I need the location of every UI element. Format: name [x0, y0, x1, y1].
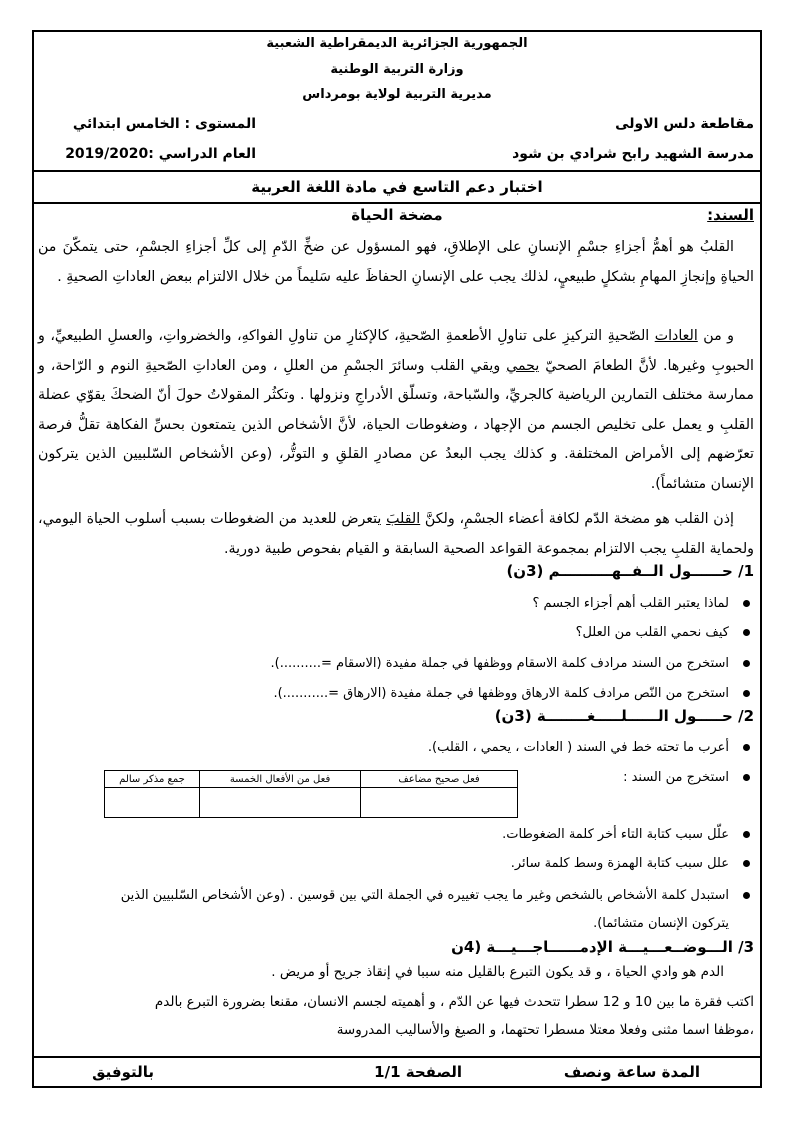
ministry-line: وزارة التربية الوطنية [330, 62, 464, 77]
text-label: السند: [707, 206, 754, 224]
question-1-3: استخرج من السند مرادف كلمة الاسقام ووظفها في جملة مفيدة (الاسقام =..........). [270, 656, 750, 671]
paragraph-3: إذن القلب هو مضخة الدّم لكافة أعضاء الجسْمِ، ولكنَّ القلبَ يتعرض للعديد من الضغوطات بسبب أسلوب الحياة اليومي، ولحماية القلبِ يجب الالتزام بمجموعة القواعد الصحية السابقة و القيام بفحوص طبية دورية. [38, 511, 754, 557]
bullet-icon [743, 860, 750, 867]
republic-line: الجمهورية الجزائرية الديمقراطية الشعبية [266, 36, 528, 51]
footer-divider [32, 1056, 762, 1058]
directorate-line: مديرية التربية لولاية بومرداس [302, 87, 492, 102]
section-integration-title: 3/ الـــوضــعـــيـــة الإدمــــــاجـــيـــة (4ن [451, 938, 754, 956]
question-2-2: استخرج من السند : [623, 770, 750, 785]
exam-title: اختبار دعم التاسع في مادة اللغة العربية [251, 178, 543, 196]
question-1-4: استخرج من النّص مرادف كلمة الارهاق ووظفها في جملة مفيدة (الارهاق =...........). [273, 686, 750, 701]
title-divider [32, 202, 762, 204]
level-label: المستوى : الخامس ابتدائي [72, 116, 256, 132]
text-title: مضخة الحياة [351, 206, 443, 224]
integration-task-line-1: اكتب فقرة ما بين 10 و 12 سطرا تتحدث فيها عن الدّم ، و أهميته لجسم الانسان، مقنعا بضرورة التبرع بالدم [154, 994, 754, 1010]
extraction-table [104, 770, 518, 818]
good-luck-label: بالتوفيق [92, 1063, 154, 1081]
table-header-masculine-plural: جمع مذكر سالم [105, 771, 200, 788]
question-2-5-continued: يتركون الإنسان متشائما). [593, 916, 729, 931]
school-label: مدرسة الشهيد رابح شرادي بن شود [512, 146, 754, 162]
question-2-4: علل سبب كتابة الهمزة وسط كلمة سائر. [511, 856, 750, 871]
table-cell-answer[interactable] [361, 788, 518, 818]
section-language-title: 2/ حـــــول الــــــلـــــغــــــــة (3ن) [494, 707, 754, 725]
section-comprehension-title: 1/ حــــــول الــفــهــــــــــم (3ن) [506, 562, 754, 580]
question-1-2: كيف نحمي القلب من العلل؟ [576, 625, 750, 640]
integration-intro: الدم هو وادي الحياة ، و قد يكون التبرع بالقليل منه سببا في إنقاذ جريح أو مريض . [271, 964, 724, 980]
bullet-icon [743, 892, 750, 899]
page-number: الصفحة 1/1 [374, 1063, 462, 1081]
integration-task-line-2: ،موظفا اسما مثنى وفعلا معتلا مسطرا تحتهما، و الصيغ والأساليب المدروسة [336, 1022, 754, 1038]
underlined-word-habits: العادات [654, 328, 698, 344]
underlined-word-protects: يحمي [506, 357, 540, 374]
duration-label: المدة ساعة ونصف [563, 1063, 700, 1081]
bullet-icon [743, 690, 750, 697]
header-divider [32, 170, 762, 172]
bullet-icon [743, 774, 750, 781]
table-header-doubled-verb: فعل صحيح مضاعف [361, 771, 518, 788]
year-label: العام الدراسي :2019/2020 [65, 146, 256, 162]
table-cell-answer[interactable] [200, 788, 361, 818]
bullet-icon [743, 744, 750, 751]
bullet-icon [743, 831, 750, 838]
table-header-five-verbs: فعل من الأفعال الخمسة [200, 771, 361, 788]
question-2-1: أعرب ما تحته خط في السند ( العادات ، يحمي ، القلب). [428, 740, 750, 755]
bullet-icon [743, 660, 750, 667]
question-2-3: علّل سبب كتابة التاء أخر كلمة الضغوطات. [502, 827, 750, 842]
question-2-5: استبدل كلمة الأشخاص بالشخص وغير ما يجب تغييره في الجملة التي بين قوسين . (وعن الأشخاص السّلبيين الذين [121, 888, 750, 903]
paragraph-2: و من العادات الصّحيةِ التركيزِ على تناولِ الأطعمةِ الصّحيةِ، كالإكثارِ من تناولِ الفواكهِ، والخضرواتِ، والعسلِ الطبيعيِّ، و الحبوبِ وغيرها. لأنَّ الطعامَ الصحيّ يحمي ويقي القلب وسائرَ الجسْمِ من العللِ ، ومن العاداتِ الصّحيةِ النوم و الرّاحة، و ممارسة مختلف التمارين الرياضية كالجريِّ، والسّباحة، وتسلّق الأدراجِ ونزولها . وتكثُر المقولاتُ حولَ أنّ الضحكَ يقوّي عضلة القلبِ و يعمل على تخليص الجسم من الإجهاد ، وضغوطات الحياة، لأنَّ الأشخاص الذين يتمتعون بحسِّ الفكاهة تقلُّ فرصة تعرّضهم إلى الأمراض المختلفة. و كذلك يجب البعدُ عن مصادرِ القلقِ و التوتُّر، (وعن الأشخاص السّلبيين الذين يتركون الإنسان متشائماً). [38, 328, 754, 492]
underlined-word-heart: القلبَ [386, 511, 421, 527]
district-label: مقاطعة دلس الاولى [615, 116, 754, 132]
table-cell-answer[interactable] [105, 788, 200, 818]
question-1-1: لماذا يعتبر القلب أهم أجزاء الجسم ؟ [532, 596, 750, 611]
bullet-icon [743, 600, 750, 607]
paragraph-1: القلبُ هو أهمُّ أجزاءِ جسْمِ الإنسانِ على الإطلاقِ، فهو المسؤول عن ضخِّ الدّمِ إلى كلِّ أجزاءِ الجسْمِ، حتى يتمكّنَ من الحياةِ وإنجازِ المهامِ بشكلٍ طبيعيٍ، لذلك يجب على الإنسانِ الحفاظَ عليه سَليماً من خلال الالتزام ببعض العاداتِ الصحيةِ . [38, 239, 754, 285]
bullet-icon [743, 629, 750, 636]
